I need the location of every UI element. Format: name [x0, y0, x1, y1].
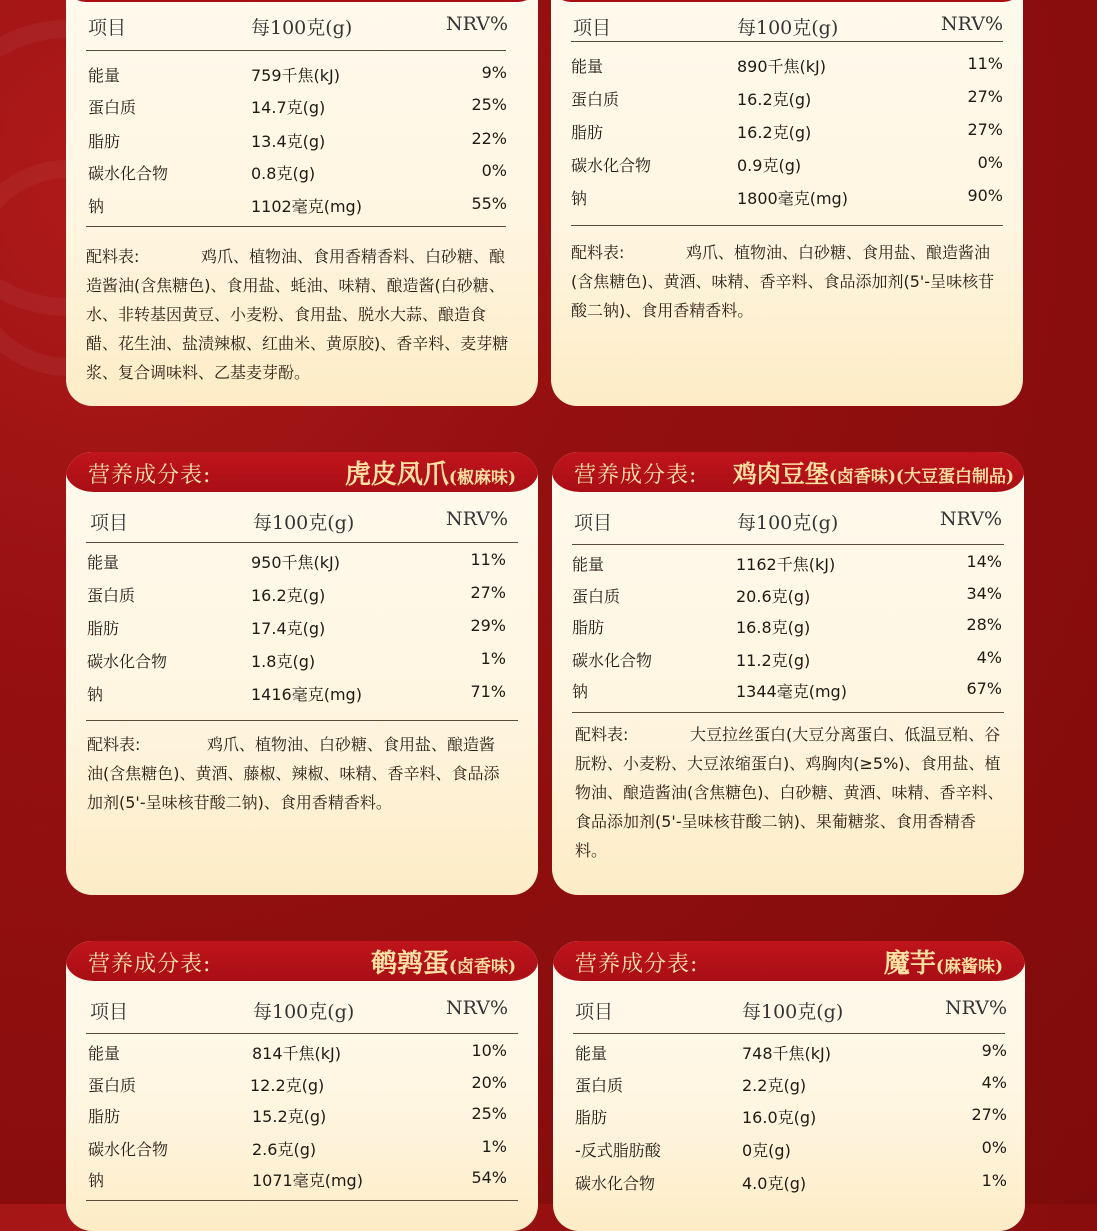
row-value: 14.7克(g) [251, 98, 326, 117]
row-value: 814千焦(kJ) [252, 1044, 342, 1063]
row-nrv: 34% [966, 584, 1002, 603]
row-nrv: 11% [967, 54, 1003, 73]
col-head-nrv: NRV% [939, 508, 1002, 530]
card-header [551, 0, 1023, 2]
col-head-per100: 每100克(g) [737, 512, 839, 534]
row-nrv: 1% [481, 1137, 507, 1156]
ingredients-text: 鸡爪、植物油、白砂糖、食用盐、酿造酱油(含焦糖色)、黄酒、藤椒、辣椒、味精、香辛料、食品添加剂(5'-呈味核苷酸二钠)、食用香精香料。 [87, 735, 500, 812]
ingredients [575, 720, 1004, 865]
ingredients-label: 配料表: [571, 243, 625, 262]
product-flavor: (卤香味)(大豆蛋白制品) [828, 467, 1014, 487]
col-head-nrv: NRV% [944, 997, 1007, 1019]
row-value: 748千焦(kJ) [742, 1044, 832, 1063]
row-name: 能量 [88, 1044, 121, 1063]
section-label: 营养成分表: [88, 952, 212, 977]
row-value: 16.2克(g) [737, 123, 812, 142]
divider [572, 544, 1004, 545]
row-name: 脂肪 [87, 619, 120, 638]
row-name: 碳水化合物 [87, 652, 168, 671]
row-nrv: 20% [471, 1073, 507, 1092]
row-value: 16.8克(g) [736, 618, 811, 637]
nutrition-card-chicken-tofu [552, 452, 1024, 895]
row-value: 16.2克(g) [737, 90, 812, 109]
row-name: 能量 [88, 66, 121, 85]
card-header [552, 452, 1024, 492]
row-value: 11.2克(g) [736, 651, 811, 670]
row-value: 2.2克(g) [742, 1076, 807, 1095]
row-nrv: 1% [981, 1171, 1007, 1190]
row-nrv: 27% [967, 87, 1003, 106]
row-nrv: 27% [470, 583, 506, 602]
row-value: 15.2克(g) [252, 1107, 327, 1126]
row-nrv: 25% [471, 95, 507, 114]
product-name [345, 454, 516, 491]
row-name: 碳水化合物 [88, 164, 169, 183]
row-name: 能量 [572, 555, 605, 574]
row-value: 20.6克(g) [736, 587, 811, 606]
row-name: 钠 [571, 189, 588, 208]
row-nrv: 27% [967, 120, 1003, 139]
product-title: 鹌鹑蛋 [370, 949, 449, 979]
product-title: 虎皮凤爪 [344, 460, 449, 490]
row-name: 蛋白质 [575, 1076, 624, 1095]
row-value: 1416毫克(mg) [251, 685, 362, 704]
row-value: 890千焦(kJ) [737, 57, 827, 76]
divider [86, 1200, 518, 1201]
nutrition-card-konjac [553, 941, 1025, 1231]
row-value: 13.4克(g) [251, 132, 326, 151]
row-nrv: 54% [471, 1168, 507, 1187]
row-name: 钠 [88, 1171, 105, 1190]
row-name: 碳水化合物 [88, 1140, 169, 1159]
row-nrv: 11% [470, 550, 506, 569]
row-nrv: 1% [480, 649, 506, 668]
row-name: 脂肪 [572, 618, 605, 637]
row-value: 1162千焦(kJ) [736, 555, 836, 574]
col-head-item: 项目 [90, 1001, 129, 1023]
row-name: 钠 [572, 682, 589, 701]
row-value: 17.4克(g) [251, 619, 326, 638]
divider [571, 41, 1003, 42]
divider [571, 225, 1003, 226]
row-value: 1344毫克(mg) [736, 682, 847, 701]
product-name [733, 454, 1014, 489]
divider [86, 50, 506, 51]
row-nrv: 14% [966, 552, 1002, 571]
row-name: 能量 [87, 553, 120, 572]
row-nrv: 25% [471, 1104, 507, 1123]
row-name: 能量 [571, 57, 604, 76]
card-header [553, 941, 1025, 981]
row-name: 钠 [87, 685, 104, 704]
divider [86, 720, 518, 721]
row-name: 脂肪 [88, 1107, 121, 1126]
row-value: 0.9克(g) [737, 156, 802, 175]
col-head-per100: 每100克(g) [251, 17, 353, 39]
row-nrv: 4% [981, 1073, 1007, 1092]
ingredients-label: 配料表: [86, 247, 140, 266]
col-head-per100: 每100克(g) [253, 512, 355, 534]
row-nrv: 0% [981, 1138, 1007, 1157]
divider [86, 1033, 518, 1034]
product-flavor: (椒麻味) [448, 468, 516, 488]
product-flavor: (卤香味) [448, 957, 516, 977]
row-value: 1800毫克(mg) [737, 189, 848, 208]
ingredients-text: 大豆拉丝蛋白(大豆分离蛋白、低温豆粕、谷朊粉、小麦粉、大豆浓缩蛋白)、鸡胸肉(≥5%)、食用盐、植物油、酿造酱油(含焦糖色)、白砂糖、黄酒、味精、香辛料、食品添加剂(5'-呈味核苷酸二钠)、果葡糖浆、食用香精香料。 [575, 725, 1004, 860]
row-value: 1.8克(g) [251, 652, 316, 671]
row-value: 4.0克(g) [742, 1174, 807, 1193]
row-name: 脂肪 [575, 1108, 608, 1127]
col-head-nrv: NRV% [445, 13, 508, 35]
row-name: 钠 [88, 197, 105, 216]
row-nrv: 0% [481, 161, 507, 180]
ingredients-text: 鸡爪、植物油、白砂糖、食用盐、酿造酱油(含焦糖色)、黄酒、味精、香辛料、食品添加剂(5'-呈味核苷酸二钠)、食用香精香料。 [571, 243, 995, 320]
ingredients [87, 730, 510, 817]
row-value: 950千焦(kJ) [251, 553, 341, 572]
card-header [66, 941, 538, 981]
row-value: 0克(g) [742, 1141, 791, 1160]
row-name: 蛋白质 [87, 586, 136, 605]
row-value: 16.2克(g) [251, 586, 326, 605]
row-nrv: 22% [471, 129, 507, 148]
product-title: 鸡肉豆堡 [732, 459, 829, 488]
divider [572, 712, 1004, 713]
row-name: 脂肪 [571, 123, 604, 142]
row-name: 脂肪 [88, 132, 121, 151]
col-head-item: 项目 [573, 17, 612, 39]
nutrition-card-quail-egg [66, 941, 538, 1231]
product-name [884, 943, 1003, 980]
row-nrv: 9% [481, 63, 507, 82]
section-label: 营养成分表: [575, 952, 699, 977]
col-head-item: 项目 [574, 512, 613, 534]
row-nrv: 10% [471, 1041, 507, 1060]
divider [86, 226, 506, 227]
section-label: 营养成分表: [88, 463, 212, 488]
divider [86, 542, 518, 543]
row-nrv: 0% [977, 153, 1003, 172]
row-value: 1071毫克(mg) [252, 1171, 363, 1190]
product-name [371, 943, 516, 980]
row-value: 2.6克(g) [252, 1140, 317, 1159]
nutrition-card-chicken-feet-2 [551, 0, 1023, 406]
nutrition-card-chicken-feet [66, 0, 538, 406]
row-name: 能量 [575, 1044, 608, 1063]
row-name: 碳水化合物 [571, 156, 652, 175]
row-value: 0.8克(g) [251, 164, 316, 183]
divider [573, 1033, 1005, 1034]
col-head-nrv: NRV% [940, 13, 1003, 35]
row-nrv: 27% [971, 1105, 1007, 1124]
card-header [66, 452, 538, 492]
card-header [66, 0, 538, 2]
row-value: 16.0克(g) [742, 1108, 817, 1127]
section-label: 营养成分表: [574, 463, 698, 488]
row-nrv: 55% [471, 194, 507, 213]
row-value: 12.2克(g) [250, 1076, 325, 1095]
col-head-nrv: NRV% [445, 997, 508, 1019]
row-nrv: 9% [981, 1041, 1007, 1060]
col-head-per100: 每100克(g) [253, 1001, 355, 1023]
row-name: 蛋白质 [88, 98, 137, 117]
row-name: 碳水化合物 [575, 1174, 656, 1193]
row-name: -反式脂肪酸 [575, 1141, 661, 1160]
col-head-nrv: NRV% [445, 508, 508, 530]
ingredients [86, 242, 510, 387]
col-head-item: 项目 [88, 17, 127, 39]
ingredients-text: 鸡爪、植物油、食用香精香料、白砂糖、酿造酱油(含焦糖色)、食用盐、蚝油、味精、酿造酱(白砂糖、水、非转基因黄豆、小麦粉、食用盐、脱水大蒜、酿造食醋、花生油、盐渍辣椒、红曲米、黄原胶)、香辛料、麦芽糖浆、复合调味料、乙基麦芽酚。 [86, 247, 509, 382]
product-title: 魔芋 [883, 949, 936, 979]
row-nrv: 4% [976, 648, 1002, 667]
row-value: 759千焦(kJ) [251, 66, 341, 85]
ingredients-label: 配料表: [575, 725, 629, 744]
row-name: 蛋白质 [572, 587, 621, 606]
col-head-per100: 每100克(g) [742, 1001, 844, 1023]
row-name: 蛋白质 [571, 90, 620, 109]
nutrition-card-tiger-skin-feet [66, 452, 538, 895]
col-head-item: 项目 [90, 512, 129, 534]
ingredients [571, 238, 999, 325]
row-nrv: 28% [966, 615, 1002, 634]
row-nrv: 67% [966, 679, 1002, 698]
row-nrv: 29% [470, 616, 506, 635]
col-head-per100: 每100克(g) [737, 17, 839, 39]
col-head-item: 项目 [575, 1001, 614, 1023]
row-nrv: 90% [967, 186, 1003, 205]
row-name: 蛋白质 [88, 1076, 137, 1095]
row-nrv: 71% [470, 682, 506, 701]
ingredients-label: 配料表: [87, 735, 141, 754]
product-flavor: (麻酱味) [935, 957, 1003, 977]
row-name: 碳水化合物 [572, 651, 653, 670]
row-value: 1102毫克(mg) [251, 197, 362, 216]
